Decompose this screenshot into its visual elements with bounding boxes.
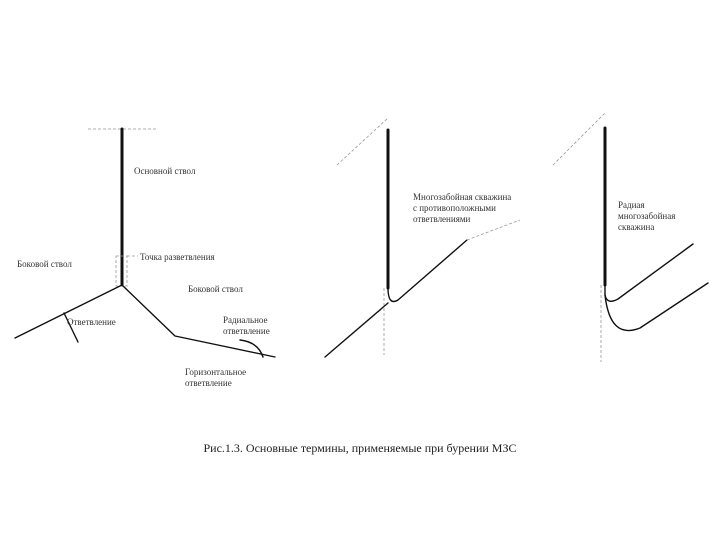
label-lateral-trunk-right: Боковой ствол xyxy=(188,284,243,294)
upper-branch-curve-2 xyxy=(388,240,467,302)
label-radial-branch xyxy=(223,315,270,337)
label-radial-multilateral-line2: многозабойная xyxy=(618,211,676,221)
diagram-multilateral-opposite xyxy=(325,118,520,357)
label-multilateral-opposite-line2: с противоположными xyxy=(413,203,496,213)
label-multilateral-opposite xyxy=(413,192,511,225)
label-lateral-trunk-left: Боковой ствол xyxy=(17,259,72,269)
label-offshoot: Ответвление xyxy=(67,317,116,327)
surface-dashed-line-3 xyxy=(553,113,605,165)
lower-branch-line-2 xyxy=(325,303,388,357)
label-horizontal-branch xyxy=(185,367,246,389)
label-radial-multilateral-line3: скважина xyxy=(618,222,655,232)
lower-radial-branch xyxy=(605,283,708,331)
label-radial-multilateral-line1: Радиая xyxy=(618,200,645,210)
label-radial-multilateral xyxy=(618,200,675,233)
label-radial-branch-line1: Радиальное xyxy=(223,315,268,325)
diagram-radial-multilateral xyxy=(553,113,708,362)
lateral-trunk-left-line xyxy=(15,285,122,338)
label-radial-branch-line2: ответвление xyxy=(223,326,270,336)
label-branch-point: Точка разветвления xyxy=(140,252,215,262)
label-main-trunk: Основной ствол xyxy=(134,166,196,176)
figure-caption: Рис.1.3. Основные термины, применяемые при бурении МЗС xyxy=(203,441,517,455)
label-horizontal-branch-line1: Горизонтальное xyxy=(185,367,247,377)
label-multilateral-opposite-line3: ответвлениями xyxy=(413,214,471,224)
label-multilateral-opposite-line1: Многозабойная скважина xyxy=(413,192,512,202)
label-horizontal-branch-line2: ответвление xyxy=(185,378,232,388)
upper-radial-branch xyxy=(605,244,693,301)
surface-dashed-line-2 xyxy=(337,118,388,165)
